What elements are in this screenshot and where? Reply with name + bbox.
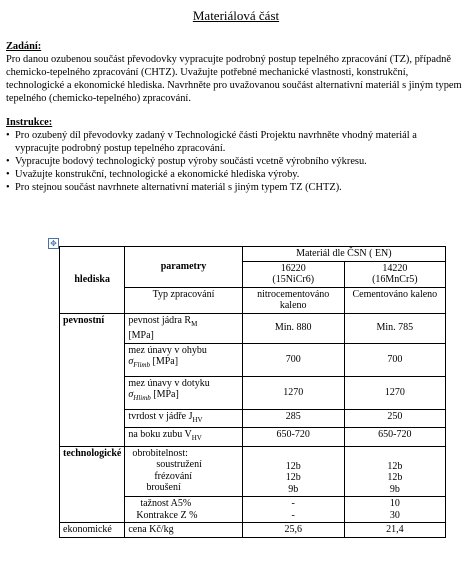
dotyk-1: 1270 bbox=[242, 376, 344, 409]
material-1: 16220 (15NiCr6) bbox=[242, 261, 344, 287]
typ-2: Cementováno kaleno bbox=[344, 287, 445, 313]
param-bok-zubu: na boku zubu $V_{HV}$ bbox=[125, 428, 242, 447]
page-title: Materiálová část bbox=[192, 8, 280, 23]
bok-2: 650-720 bbox=[344, 428, 445, 447]
group-pevnostni: pevnostní bbox=[60, 313, 125, 446]
table-row bbox=[60, 247, 446, 262]
obrobitelnost-2: 12b 12b 9b bbox=[344, 446, 445, 497]
instrukce-item: • Pro stejnou součást navrhnete alternativní materiál s jiným typem TZ (CHTZ). bbox=[6, 181, 462, 194]
cena-1: 25,6 bbox=[242, 523, 344, 538]
tvrdost-2: 250 bbox=[344, 409, 445, 428]
typ-zpracovani-label: Typ zpracování bbox=[125, 287, 242, 313]
group-technologicke: technologické bbox=[60, 446, 125, 523]
typ-1: nitrocementováno kaleno bbox=[242, 287, 344, 313]
param-tvrdost-jadra: tvrdost v jádře $J_{HV}$ bbox=[125, 409, 242, 428]
cena-2: 21,4 bbox=[344, 523, 445, 538]
dotyk-2: 1270 bbox=[344, 376, 445, 409]
zadani-text: Pro danou ozubenou součást převodovky vypracujte podrobný postup tepelného zpracování (TZ), případně chemicko-tepelného zpracování (CHTZ). Uvažujte potřebné mechanické vlastnosti, konstrukční, technologické a ekonomické hlediska. Navrhněte pro uvažovanou součást alternativní materiál s jiným typem tepelného (chemicko-tepelného) zpracování. bbox=[6, 54, 462, 104]
param-pevnost-jadra: pevnost jádra $R_M$ [MPa] bbox=[125, 313, 242, 343]
taznost-kontrakce-1: - - bbox=[242, 497, 344, 523]
material-2: 14220 (16MnCr5) bbox=[344, 261, 445, 287]
tvrdost-1: 285 bbox=[242, 409, 344, 428]
header-parametry: parametry bbox=[125, 247, 242, 288]
param-obrobitelnost: obrobitelnost: soustružení frézování broušení bbox=[125, 446, 242, 497]
ohyb-2: 700 bbox=[344, 343, 445, 376]
param-mez-ohyb: mez únavy v ohybu $\sigma_{Flimb}$ [MPa] bbox=[125, 343, 242, 376]
group-ekonomicke: ekonomické bbox=[60, 523, 125, 538]
table-row bbox=[60, 313, 446, 343]
zadani-heading: Zadání: bbox=[6, 41, 42, 52]
material-table bbox=[59, 246, 446, 538]
param-taznost-kontrakce: tažnost A5% Kontrakce Z % bbox=[125, 497, 242, 523]
pevnost-1: Min. 880 bbox=[242, 313, 344, 343]
param-mez-dotyk: mez únavy v dotyku $\sigma_{Hlimb}$ [MPa] bbox=[125, 376, 242, 409]
bok-1: 650-720 bbox=[242, 428, 344, 447]
obrobitelnost-1: 12b 12b 9b bbox=[242, 446, 344, 497]
table-move-handle-icon[interactable]: ✥ bbox=[48, 238, 59, 249]
table-row bbox=[60, 523, 446, 538]
instrukce-item: • Pro ozubený díl převodovky zadaný v Technologické části Projektu navrhněte vhodný materiál a vypracujte podrobný postup tepelného zpracování. bbox=[6, 129, 462, 155]
ohyb-1: 700 bbox=[242, 343, 344, 376]
param-cena: cena Kč/kg bbox=[125, 523, 242, 538]
header-material: Materiál dle ČSN ( EN) bbox=[242, 247, 445, 262]
zadani-section bbox=[6, 40, 462, 105]
header-hlediska: hlediska bbox=[60, 247, 125, 314]
pevnost-2: Min. 785 bbox=[344, 313, 445, 343]
table-row bbox=[60, 446, 446, 497]
instrukce-section bbox=[6, 116, 462, 194]
instrukce-item: • Uvažujte konstrukční, technologické a ekonomické hlediska výroby. bbox=[6, 168, 462, 181]
instrukce-item: • Vypracujte bodový technologický postup výroby součásti vcetně výrobního výkresu. bbox=[6, 155, 462, 168]
taznost-kontrakce-2: 10 30 bbox=[344, 497, 445, 523]
instrukce-heading: Instrukce: bbox=[6, 117, 53, 128]
